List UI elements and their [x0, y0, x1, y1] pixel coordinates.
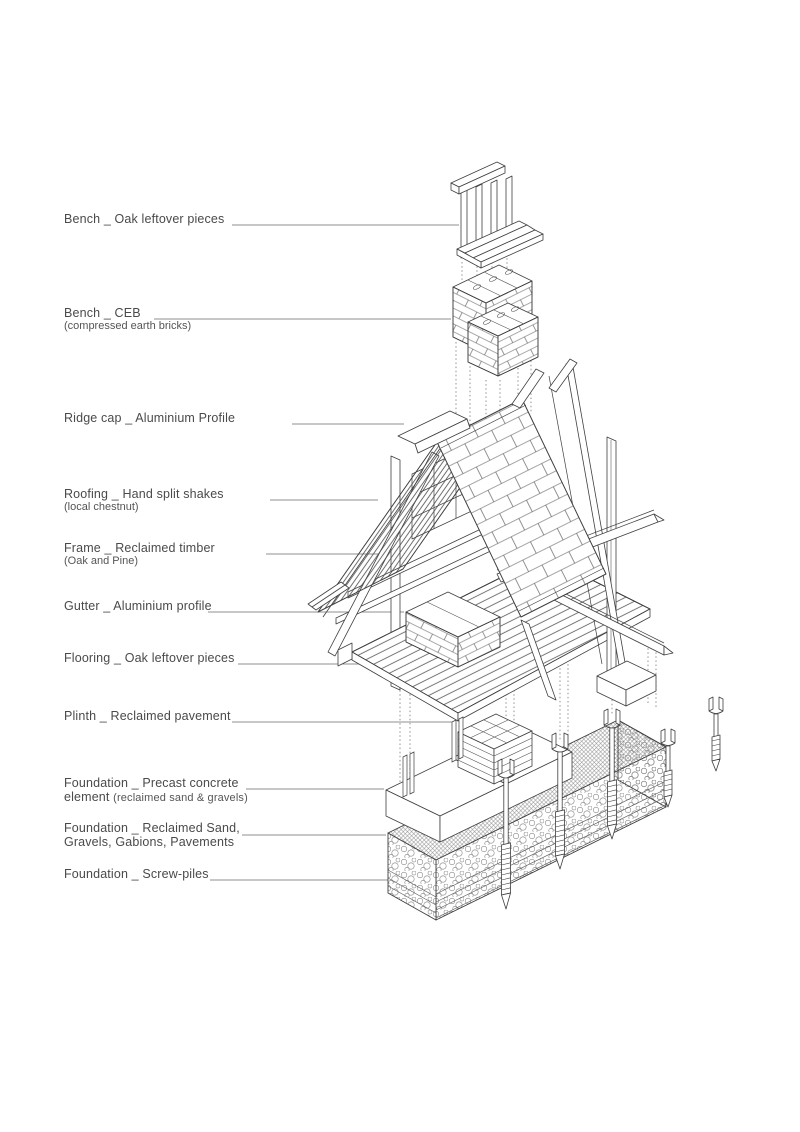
- label-flooring: Flooring _ Oak leftover pieces: [64, 651, 235, 665]
- label-foundation-screwpiles: Foundation _ Screw-piles: [64, 867, 209, 881]
- frame-post-right: [607, 437, 616, 692]
- label-foundation-precast: Foundation _ Precast concrete element (reclaimed sand & gravels): [64, 776, 248, 804]
- screw-pile: [709, 697, 723, 771]
- label-frame: Frame _ Reclaimed timber (Oak and Pine): [64, 541, 215, 567]
- bench-seat: [457, 221, 543, 268]
- label-ridge-cap: Ridge cap _ Aluminium Profile: [64, 411, 236, 425]
- label-plinth: Plinth _ Reclaimed pavement: [64, 709, 231, 723]
- label-gutter: Gutter _ Aluminium profile: [64, 599, 212, 613]
- frame-rafter-tips: [512, 359, 577, 408]
- label-roofing: Roofing _ Hand split shakes (local chestnut): [64, 487, 224, 513]
- bench-ceb-stack: [453, 265, 538, 376]
- label-foundation-gabion: Foundation _ Reclaimed Sand, Gravels, Gabions, Pavements: [64, 821, 240, 849]
- label-bench-oak: Bench _ Oak leftover pieces: [64, 212, 225, 226]
- label-bench-ceb: Bench _ CEB (compressed earth bricks): [64, 306, 192, 332]
